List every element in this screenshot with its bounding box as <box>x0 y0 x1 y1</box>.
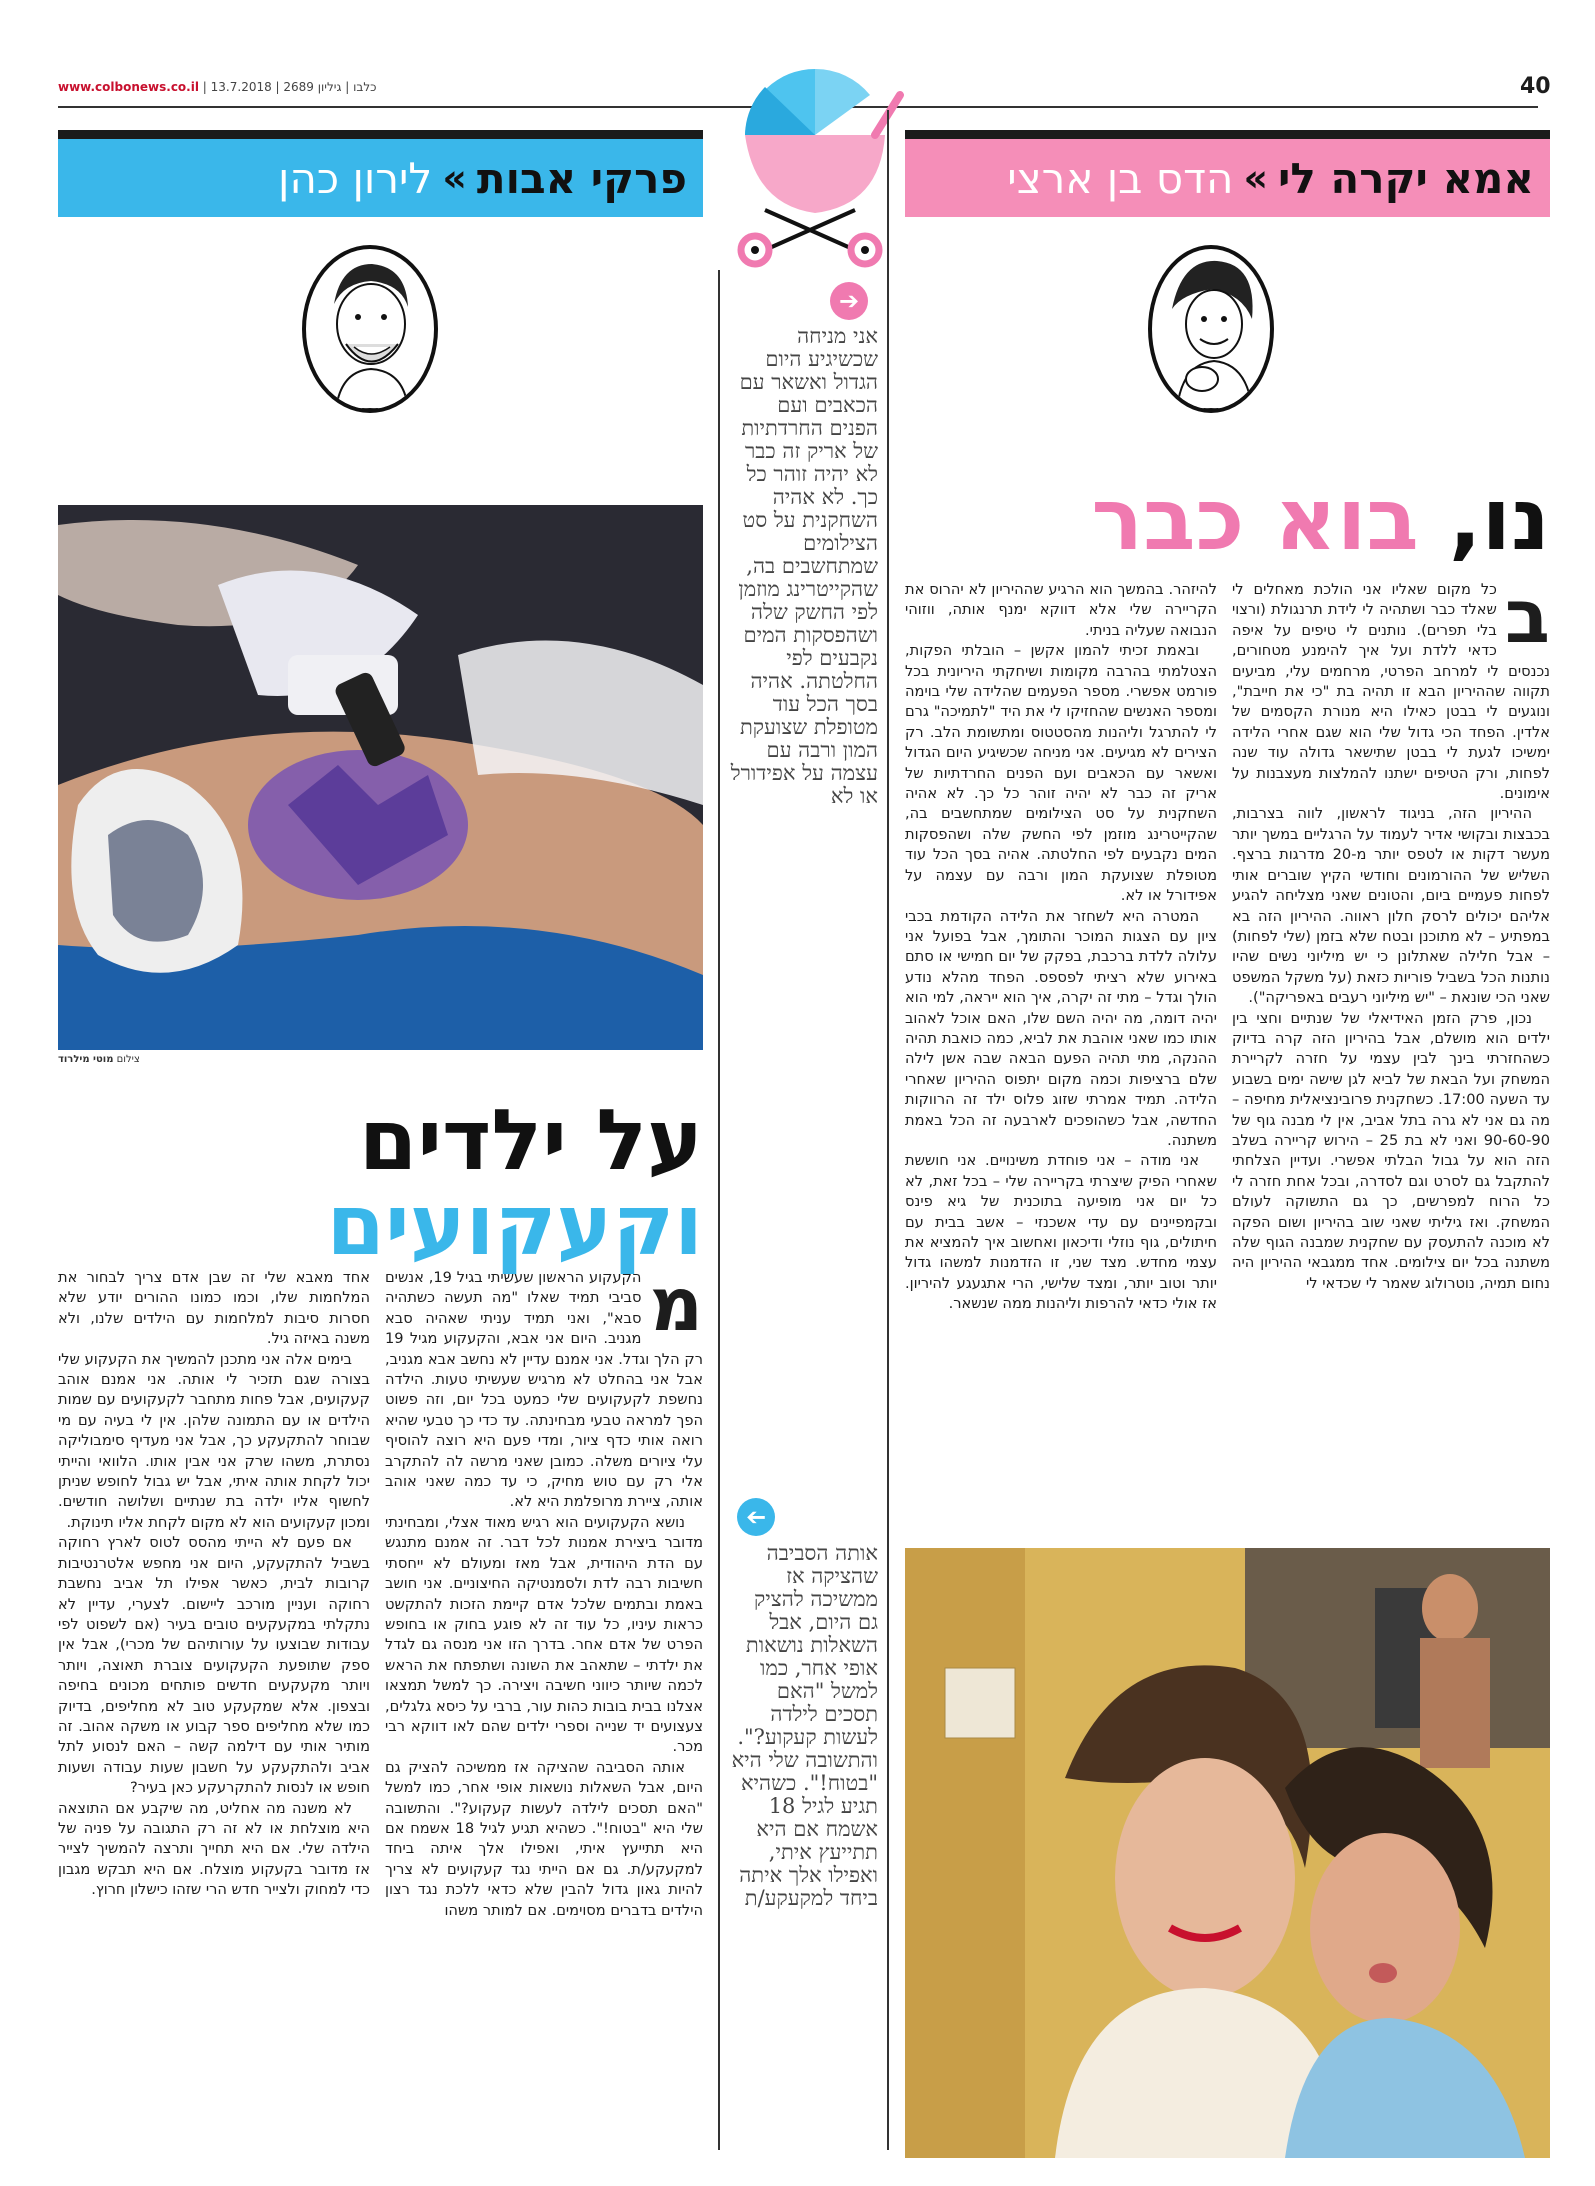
author-portrait-man <box>302 245 438 413</box>
author-name: לירון כהן <box>278 153 433 203</box>
article-headline-father-line2: וקעקועים <box>326 1176 703 1274</box>
selfie-photo <box>905 1548 1550 2158</box>
chevron-separator-icon: » <box>442 156 467 200</box>
paragraph: כל מקום שאליו אני הולכת מאחלים לי שאלד כבר ושתהיה לי לידת תרנגולת (ורצוי בלי תפרים). נותנים לי טיפים על איפה כדאי ללדת ועל איך להימנע מטחורים, נכנסים לי למרחב הפרטי, מרחמים עלי, מביעים תקווה שההיריון הבא זו תהיה בת "כי את חייבת", ונוגעים לי בבטן כאילו היא מנורת הקסמים של אלדין. הפחד הכי גדול שלי הוא שגם אחרי הלידה ימשיכו לגעת לי בבטן שתישאר גדולה עוד שנה לפחות, ורק הטיפים ישתנו להמלצות מעצבנות על אימונים. <box>1232 581 1550 803</box>
author-portrait-woman <box>1148 245 1274 413</box>
tattoo-photo <box>58 505 703 1050</box>
arrow-left-icon: ➔ <box>737 1498 775 1536</box>
column-divider-left <box>718 270 720 2150</box>
page-number: 40 <box>1520 74 1551 99</box>
paragraph: בימים אלה אני מתכנן להמשיך את הקעקוע שלי בצורה שגם תזכיר לי אותה. אני אמנם אוהב קעקועים, אבל פחות מתחבר לקעקועים עם שמות הילדים או עם התמונה שלהן. אין לי בעיה עם מי שבוחר להתקעקע כך, אבל אני מעדיף סימבוליקה נסתרת, משהו שרק אני אבין אותו. הלוואי והייתי יכול לקחת אותה איתי, אבל יש גבול לחופש שניתן לחשוף אליו ילדה בת שנתיים ושלושה חודשים. ומכון קעקועים הוא לא מקום לקחת אליו תינוקת. <box>58 1350 370 1531</box>
paragraph: ההיריון הזה, בניגוד לראשון, לווה בצרבות, בכבצות ובקושי אדיר לעמוד על הרגליים במשך יותר מעשר דקות או לטפס יותר מ-20 מדרגות ברצף. השליש של ההורמונים וחודשי הקיץ שוברים אותי לפחות פעמיים ביום, והטונים שאני מצליחה להגיע אליהם יכולים לרסק חלון ראווה. ההיריון הזה בא במפתיע – לא מתוכנן ובטח שלא בזמן (שלי לפחות) – אבל חלילה שאתלונן כי יש מיליוני נשים שהיו נותנות הכל בשביל פוריות כזאת (על משקל המשפט שאני הכי שונאת – "יש מיליוני רעבים באפריקה"). <box>1232 805 1550 1007</box>
chevron-separator-icon: » <box>1243 156 1268 200</box>
paragraph: ובאמת זכיתי להמון אקשן – הובלתי הפקות, הצטלמתי בהרבה מקומות ושיחקתי היריונית בכל פורמט אפשרי. מספר הפעמים שהלידה שלי בוימה ומספר האנשים שהחזיקו לי את היד "לתמיכה" גרם לי להתרגל וליהנות מהסטטוס ומתשומת הלב. רק הצירים לא מגיעים. אני מניחה שכשיגיע היום הגדול ואשאר עם הכאבים ועם הפנים החרדתיות של אריק זה כבר לא יהיה זוהר כל כך. לא אהיה השחקנית על סט הצילומים שמתחשבים בה, שהקייטרינג מוזמן לפי החשק שלה ושהפסקות המים נקבעים לפי החלטתה. אהיה בסך הכל עוד מטופלת שצועקת המון ורבה עם עצמה על אפידורל או לא. <box>905 642 1217 905</box>
headline-part-2: בוא כבר <box>1091 470 1419 570</box>
photo-credit <box>58 1054 703 1065</box>
pull-quote-mother: אני מניחה שכשיגיע היום הגדול ואשאר עם הכאבים ועם הפנים החרדתיות של אריק זה כבר לא יהיה זוהר כל כך. לא אהיה השחקנית על סט הצילומים שמתחשבים בה, שהקייטרינג מוזמן לפי החשק שלה ושהפסקות המים נקבעים לפי החלטתה. אהיה בסך הכל עוד מטופלת שצועקת המון ורבה עם עצמה על אפידורל או לא <box>730 325 878 808</box>
issue-info: | כלבו | גיליון 2689 | 13.7.2018 <box>202 80 377 94</box>
baby-stroller-icon <box>705 55 905 270</box>
pull-quote-father: אותה הסביבה שהציקה אז ממשיכה להציק גם היום, אבל השאלות נושאות אופי אחר, כמו למשל "האם תסכים לילדה לעשות קעקוע?". והתשובה שלי היא "בטוח!". כשהיא תגיע לגיל 18 אשמח אם היא תתייעץ איתי, ואפילו אלך איתה ביחד למקעקע/ת <box>731 1542 878 1910</box>
article-column-mother-2 <box>905 580 1217 1535</box>
site-header <box>58 80 376 94</box>
photo-credit-name: מוטי מילרוד <box>58 1054 114 1065</box>
paragraph: לא משנה מה אחליט, מה שיקבע אם התוצאה היא מוצלחת או לא זה רק התגובה על פניה של הילדה שלי. אם היא תחייך ותרצה להמשיך לצייר אז מדובר בקעקוע מוצלח. אם היא תבקש מגבון כדי למחוק ולצייר חדש הרי שזהו כישלון חרוץ. <box>58 1799 370 1899</box>
column-divider-right <box>887 110 889 2150</box>
author-name: הדס בן ארצי <box>1007 153 1234 203</box>
paragraph: אחד מאבא שלי זה שבן אדם צריך לבחור את המלחמות שלו, וכמו כמונו ההורים יודע שלא חסרות סיבות למלחמות עם הילדים שלנו, ולא משנה באיזה גיל. <box>58 1269 370 1348</box>
section-bar-father <box>58 130 703 217</box>
paragraph: אותה הסביבה שהציקה אז ממשיכה להציק גם היום, אבל השאלות נושאות אופי אחר, כמו למשל "האם תסכים לילדה לעשות קעקוע?". והתשובה שלי היא "בטוח!". כשהיא תגיע לגיל 18 אשמח אם היא תתייעץ איתי, ואפילו אלך איתה ביחד למקעקע/ת. גם אם הייתי נגד קעקועים לא צריך להיות גאון גדול להבין שלא כדאי ללכת נגד רצון הילדים בדברים מסוימים. אם למותר משהו <box>385 1758 703 1919</box>
article-headline-father-line1: על ילדים <box>358 1091 703 1189</box>
paragraph: נושא הקעקועים הוא רגיש מאוד אצלי, ומבחינתי מדובר ביצירת אמנות לכל דבר. זה אמנם מתנגש עם הדת היהודית, אבל מאז ומעולם לא ייחסתי חשיבות רבה לדת ולסמנטיקה החיצוניים. אני חושב באמת ובתמים שלכל אדם קיימת הזכות להתקשט כראות עיניו, כל עוד זה לא פוגע בחוק או בחופש הפרט של אדם אחר. בדרך הזו אני מנסה גם לגדל את ילדתי – שתאהב את השונה ושתפתח את הראש לכמה שיותר כיווני חשיבה ויצירה. כך למשל תמצאו אצלנו בבית בובות כהות עור, ברבי על כיסא גלגלים, צעצועים יד שנייה וספרי ילדים שהם לאו דווקא רבי מכר. <box>385 1513 703 1756</box>
arrow-right-icon: ➔ <box>830 282 868 320</box>
article-column-father-2 <box>58 1268 370 2158</box>
paragraph: להיזהר. בהמשך הוא הרגיע שההיריון לא יהרוס את הקריירה שלי אלא דווקא ימנף אותה, ווזוהי הנבואה שעליה בניתי. <box>905 581 1217 639</box>
headline-part-1: נו, <box>1448 470 1550 570</box>
section-label: פרקי אבות <box>476 153 687 203</box>
paragraph: המטרה היא לשחזר את הלידה הקודמת בכבי ציון עם הצגות המוכר והתומך, אבל בפועל אני עלולה ללדת ברכבת, בפקק של יום חמישי או סתם באירוע שלא רציתי לפספס. הפחד מהלא נודע הולך וגדל – מתי זה יקרה, איך הוא ייראה, למי הוא יהיה דומה, מה יהיה השם שלו, האם אוכל לאהוב אותו כמו שאני אוהבת את לביא, כמה כואבת תהיה ההנקה, מתי תהיה הפעם הבאה שבה אשן לילה שלם ברציפות וכמה מקום יתפוס ההיריון שאחרי הלידה. תמיד אמרתי שזוג פלוס ילד זה הרווקות החדשה, אבל כשהופכים לארבעה זה הכל באמת משתנה. <box>905 907 1217 1149</box>
article-column-father-1 <box>385 1268 703 2158</box>
article-headline-mother <box>900 470 1550 570</box>
paragraph: אם פעם לא הייתי מהסס לטוס לארץ רחוקה בשביל להתקעקע, היום אני מחפש אלטרנטיבות קרובות לבית, כאשר אפילו תל אביב נחשבת רחוקה ועניין מורכב ליישום. לצערי, עדיין לא נתקלתי במקעקעים טובים בעיר (אם לשפוט לפי עבודות שבוצעו על עורותיהם של מכרי), אבל אין ספק שתופעת הקעקועים צוברת תאוצה, ויותר ויותר מקעקעים חדשים פותחים מכונים בחיפה ובצפון. אלא שמקעקע טוב לא מחליפים, בדיוק כמו שלא מחליפים ספר קבוע או משקה אהוב. זה מותיר אותי עם דילמה קשה – האם לנסוע לתל אביב ולהתקעקע על חשבון שעות עבודה ושעות חופש או לנסות להתקרעקע כאן בעיר? <box>58 1534 370 1797</box>
drop-cap: ב <box>1504 580 1550 660</box>
photo-credit-label: צילום <box>116 1054 140 1065</box>
article-column-mother-1 <box>1232 580 1550 1535</box>
paragraph: אני מודה – אני פוחדת משינויים. אני חוששת שאחרי הפיק שיצרתי בקריירה שלי – בכל זאת, לא כל יום אני מופיעה בתוכנית של גיא פינס ובקמפיינים עם עדי אשכנזי – אשב בבית עם חיתולים, גוף נוזלי ודיכאון ואחשוב איך להמציא את עצמי מחדש. מצד שני, זו הזדמנות למשהו גדול יותר וטוב יותר, ומצד שלישי, הרי אתגעגע להיריון. אז אולי כדאי להרפות וליהנות ממה שנשאר. <box>905 1152 1217 1313</box>
drop-cap: מ <box>649 1268 703 1348</box>
section-label: אמא יקרה לי <box>1278 153 1534 203</box>
paragraph: נכון, פרק הזמן האידיאלי של שנתיים וחצי בין ילדים הוא מושלם, אבל בהיריון הזה קרה בדיוק כשהחזרתי בינך לבין עצמי על חזרה לקריירת המשחק ועל הבאת של לביא לגן שישה ימים בשבוע עד השעה 17:00. כשחקנית פרובינציאלית מחיפה – מה גם אני לא גרה בתל אביב, אין לי מבנה גוף של 90-60-90 ואני לא בת 25 – הירוש קריירה בשלב הזה הוא על גבול הבלתי אפשרי. ועדיין הצלחתי להתקבל גם לסרט וגם לסדרה, ובכל אחת חזרה לי כל הרוח למפרשים, כך גם התשוקה לעולם המשחק. ואז גיליתי שאני שוב בהיריון ושום הפקה לא מוכנה להתעסק עם שחקנית שמבנה הגוף שלה משתנה בכל יום צילומים. אחד ממגבאי ההיריון היה נחום תמיה, נוטרולוג שאמר לי שכדאי לי <box>1232 1009 1550 1292</box>
paragraph: הקעקוע הראשון שעשיתי בגיל 19, אנשים סביבי תמיד שאלו "מה תעשה כשתהיה סבא", ואני תמיד עניתי שאהיה סבא מגניב. היום אני אבא, והקעקוע מגיל 19 רק הלך וגדל. אני אמנם עדיין לא נחשב אבא מגניב, אבל אני בהחלט לא מרגיש שעשיתי טעות. הילדה נחשפת לקעקועים שלי כמעט בכל יום, וזה פשוט הפך למראה טבעי מבחינתה. עד כדי כך טבעי שהיא רואה אותי כדף ציור, ומדי פעם היא רוצה להוסיף עלי ציורים משלה. כמובן שאני מרשה לה להתקרב אלי רק עם טוש מחיק, כי עד כמה שאני אוהב אותה, ציירת מרופלמת היא לא. <box>385 1269 703 1511</box>
site-url: www.colbonews.co.il <box>58 80 199 94</box>
section-bar-mother <box>905 130 1550 217</box>
